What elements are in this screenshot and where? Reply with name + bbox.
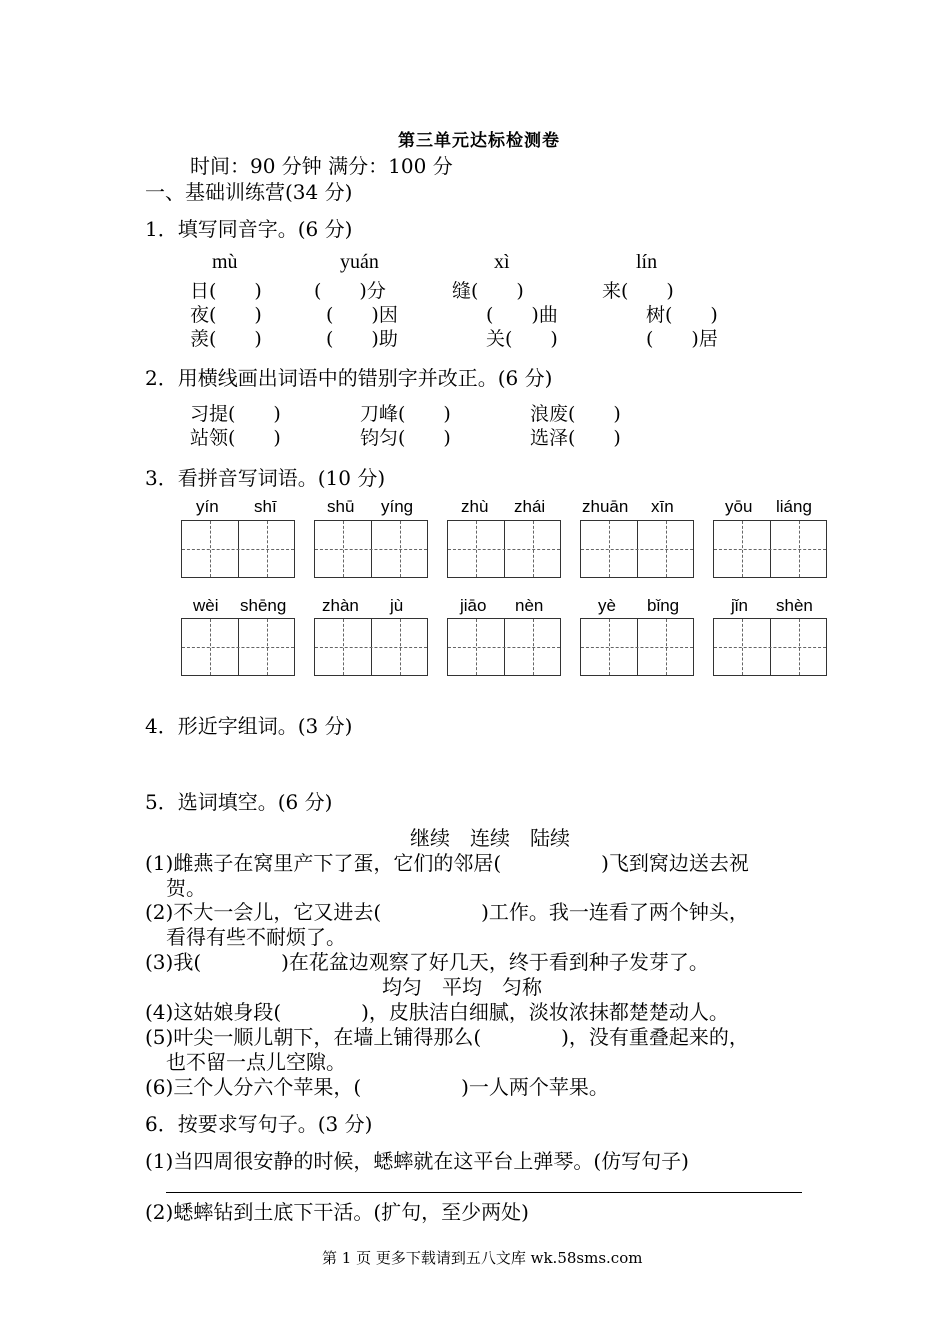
- pinyin-label: bǐng: [647, 596, 680, 615]
- sentence: (1)雌燕子在窝里产下了蛋，它们的邻居( )飞到窝边送去祝: [145, 851, 749, 875]
- writing-grid[interactable]: [580, 520, 694, 578]
- sentence: (1)当四周很安静的时候，蟋蟀就在这平台上弹琴。(仿写句子): [145, 1149, 689, 1173]
- question-4-heading: 4．形近字组词。(3 分): [145, 714, 353, 738]
- writing-grid[interactable]: [713, 618, 827, 676]
- blank-item: 日( ): [190, 280, 262, 302]
- blank-item: 羡( ): [190, 328, 262, 350]
- writing-grid[interactable]: [314, 618, 428, 676]
- pinyin-label: jù: [390, 596, 404, 615]
- writing-grid[interactable]: [314, 520, 428, 578]
- pinyin-label: mù: [212, 251, 238, 273]
- writing-grid[interactable]: [713, 520, 827, 578]
- blank-item: 来( ): [602, 280, 674, 302]
- blank-item: 夜( ): [190, 304, 262, 326]
- pinyin-label: yuán: [340, 251, 379, 273]
- writing-grid[interactable]: [580, 618, 694, 676]
- section-heading: 一、基础训练营(34 分): [145, 180, 353, 204]
- blank-item: ( )助: [326, 328, 398, 350]
- pinyin-label: zhái: [514, 497, 546, 516]
- question-2-heading: 2．用横线画出词语中的错别字并改正。(6 分): [145, 366, 553, 390]
- blank-item: 钧匀( ): [360, 427, 451, 449]
- sentence: (2)不大一会儿，它又进去( )工作。我一连看了两个钟头，: [145, 900, 749, 924]
- pinyin-label: yíng: [381, 497, 414, 516]
- word-options: 继续 连续 陆续: [410, 826, 570, 850]
- page-footer: 第 1 页 更多下载请到五八文库 wk.58sms.com: [322, 1249, 643, 1267]
- pinyin-label: shēng: [240, 596, 287, 615]
- pinyin-label: yè: [598, 596, 616, 615]
- blank-item: 浪废( ): [530, 403, 621, 425]
- blank-item: 习提( ): [190, 403, 281, 425]
- sentence: (2)蟋蟀钻到土底下干活。(扩句，至少两处): [145, 1200, 529, 1224]
- pinyin-label: jǐn: [731, 596, 749, 615]
- sentence: (6)三个人分六个苹果，( )一人两个苹果。: [145, 1075, 609, 1099]
- pinyin-label: xì: [494, 251, 510, 273]
- writing-grid[interactable]: [447, 618, 561, 676]
- blank-item: 站领( ): [190, 427, 281, 449]
- sentence: 看得有些不耐烦了。: [166, 925, 346, 949]
- pinyin-label: shī: [254, 497, 277, 516]
- sentence: (5)叶尖一顺儿朝下，在墙上铺得那么( )，没有重叠起来的，: [145, 1025, 749, 1049]
- pinyin-label: jiāo: [460, 596, 487, 615]
- blank-item: ( )曲: [486, 304, 558, 326]
- blank-item: ( )居: [646, 328, 718, 350]
- sentence: (3)我( )在花盆边观察了好几天，终于看到种子发芽了。: [145, 950, 709, 974]
- word-options: 均匀 平均 匀称: [382, 975, 542, 999]
- pinyin-label: zhù: [461, 497, 489, 516]
- pinyin-label: shèn: [776, 596, 813, 615]
- question-3-heading: 3．看拼音写词语。(10 分): [145, 466, 386, 490]
- question-6-heading: 6．按要求写句子。(3 分): [145, 1112, 373, 1136]
- question-5-heading: 5．选词填空。(6 分): [145, 790, 333, 814]
- question-1-heading: 1．填写同音字。(6 分): [145, 217, 353, 241]
- blank-item: 树( ): [646, 304, 718, 326]
- sentence: (4)这姑娘身段( )，皮肤洁白细腻，淡妆浓抹都楚楚动人。: [145, 1000, 729, 1024]
- pinyin-label: yín: [196, 497, 219, 516]
- pinyin-label: shū: [327, 497, 355, 516]
- pinyin-label: wèi: [193, 596, 219, 615]
- blank-item: 刀峰( ): [360, 403, 451, 425]
- pinyin-label: zhuān: [582, 497, 629, 516]
- blank-item: 选泽( ): [530, 427, 621, 449]
- sentence: 也不留一点儿空隙。: [166, 1050, 346, 1074]
- sentence: 贺。: [166, 876, 206, 900]
- writing-grid[interactable]: [447, 520, 561, 578]
- page-title: 第三单元达标检测卷: [398, 131, 560, 151]
- writing-grid[interactable]: [181, 520, 295, 578]
- writing-grid[interactable]: [181, 618, 295, 676]
- pinyin-label: nèn: [515, 596, 544, 615]
- blank-item: ( )分: [314, 280, 386, 302]
- blank-item: 缝( ): [452, 280, 524, 302]
- pinyin-label: lín: [636, 251, 658, 273]
- pinyin-label: xīn: [651, 497, 674, 516]
- answer-line[interactable]: [166, 1192, 802, 1193]
- blank-item: ( )因: [326, 304, 398, 326]
- pinyin-label: zhàn: [322, 596, 359, 615]
- time-info: 时间：90 分钟 满分：100 分: [190, 154, 453, 178]
- pinyin-label: liáng: [776, 497, 812, 516]
- blank-item: 关( ): [486, 328, 558, 350]
- pinyin-label: yōu: [725, 497, 753, 516]
